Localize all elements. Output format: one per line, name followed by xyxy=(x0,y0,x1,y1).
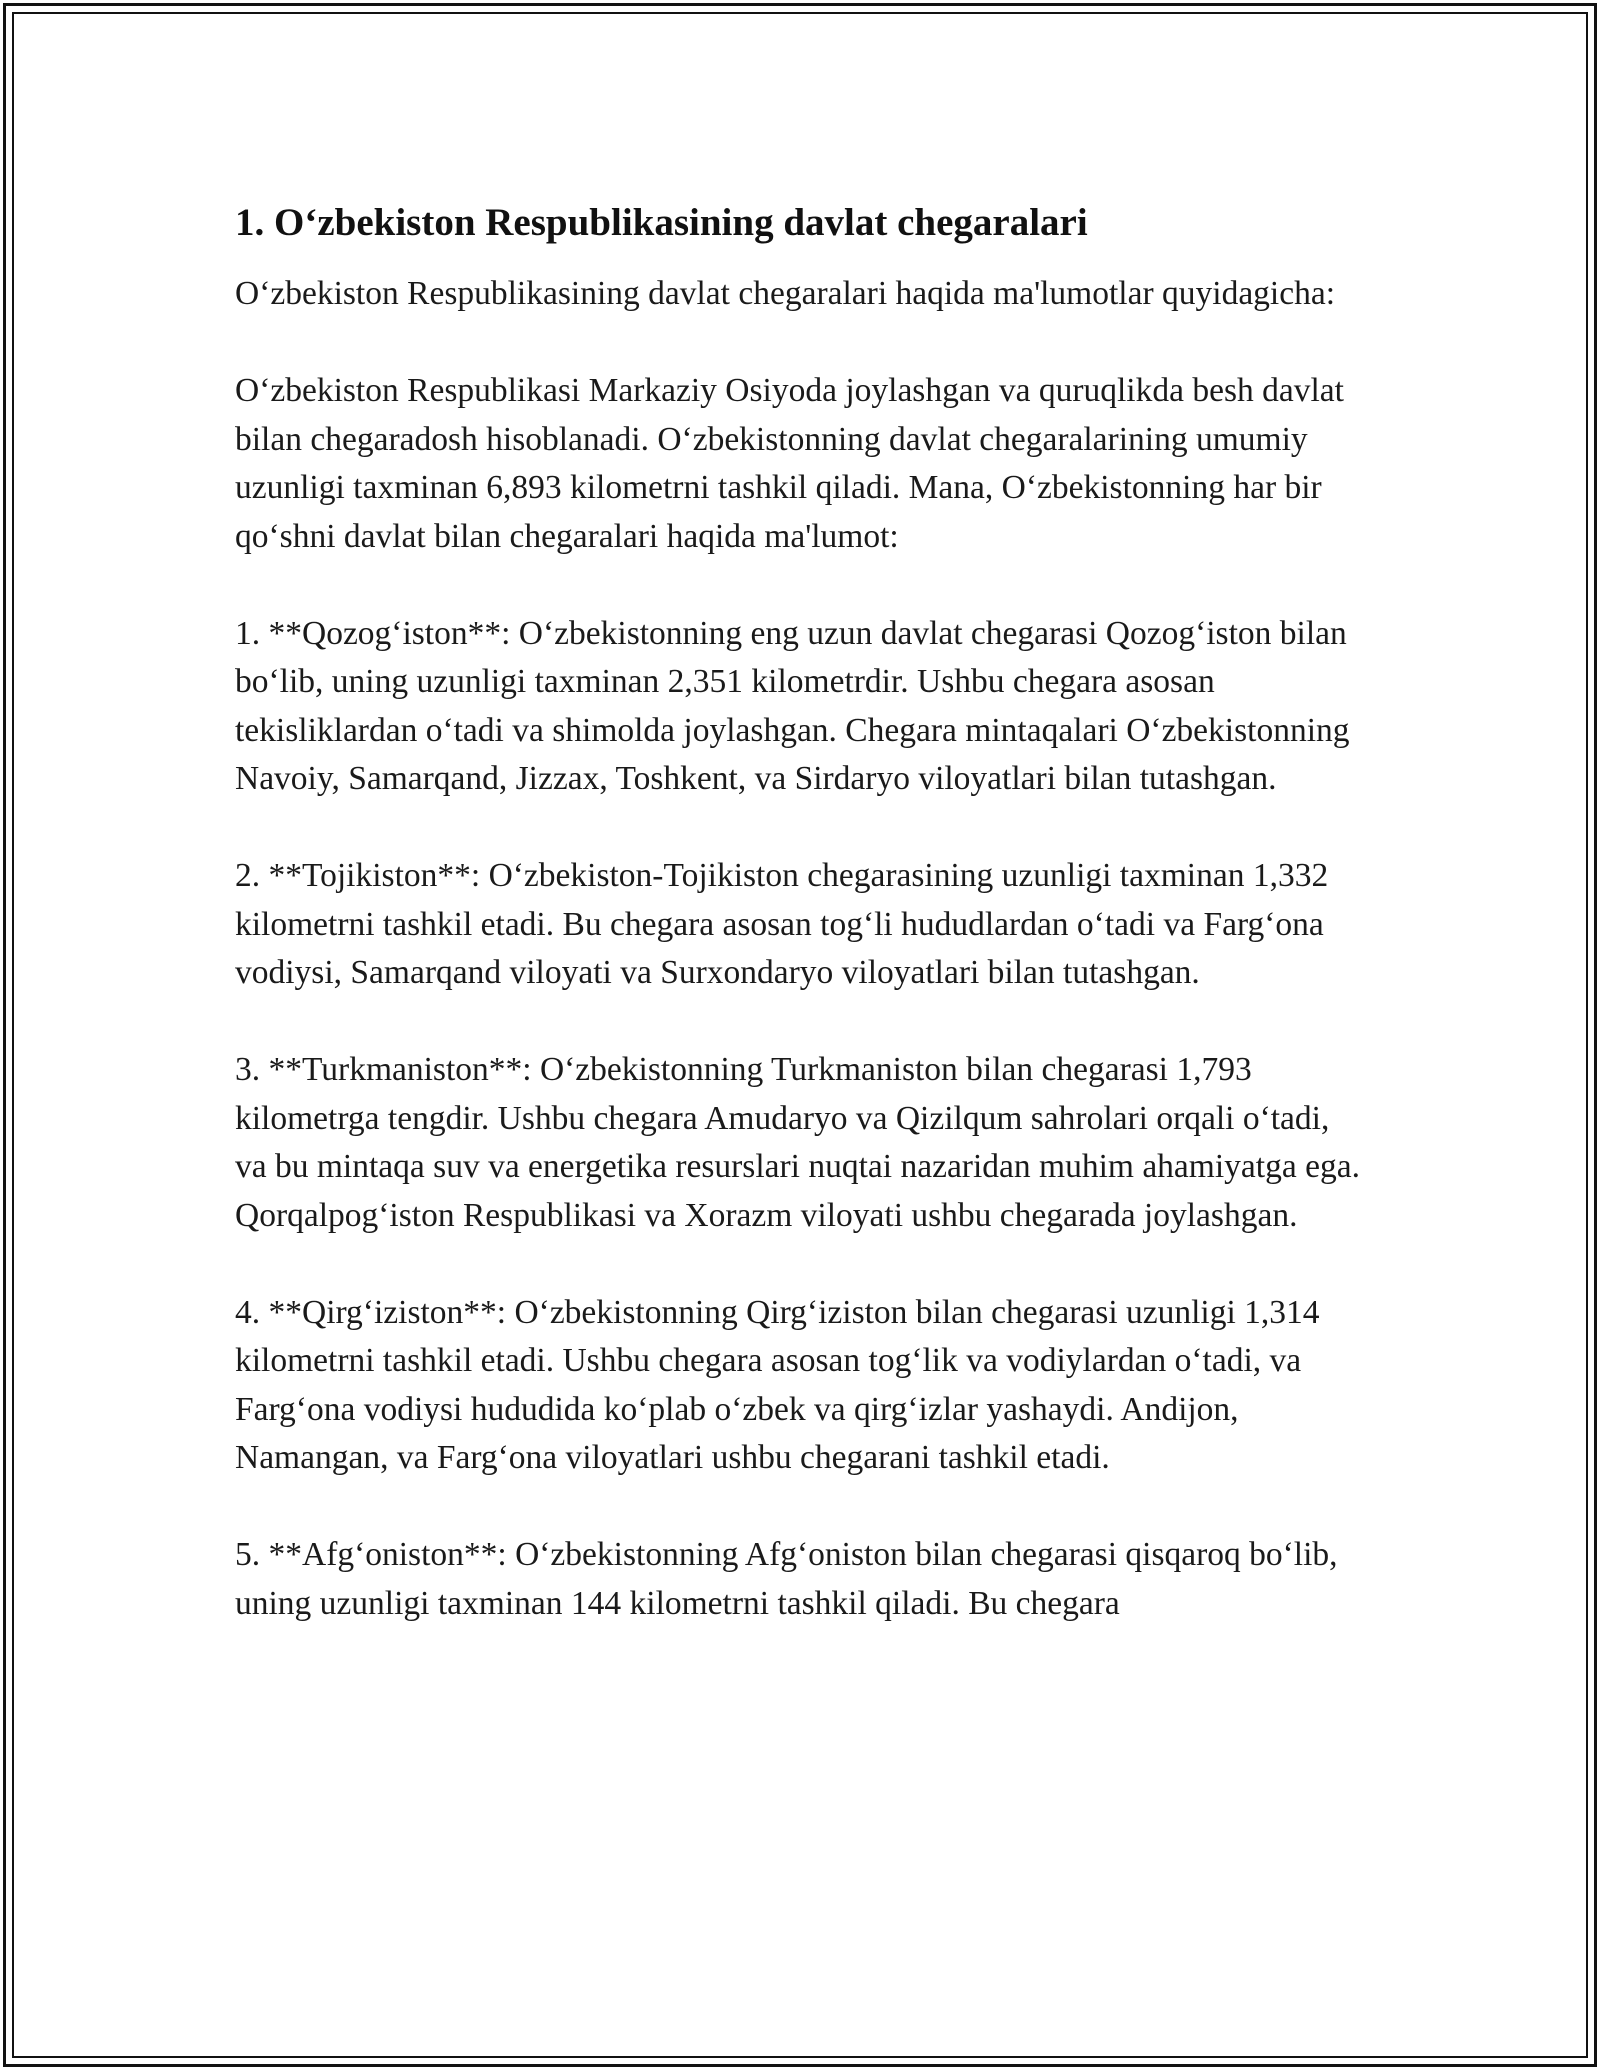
paragraph-afghanistan: 5. **Afg‘oniston**: O‘zbekistonning Afg‘oniston bilan chegarasi qisqaroq bo‘lib, uning uzunligi taxminan 144 kilometrni tashkil qiladi. Bu chegara xyxy=(235,1536,1338,1622)
paragraph-tajikistan: 2. **Tojikiston**: O‘zbekiston-Tojikiston chegarasining uzunligi taxminan 1,332 kilometrni tashkil etadi. Bu chegara asosan tog‘li hududlardan o‘tadi va Farg‘ona vodiysi, Samarqand viloyati va Surxondaryo viloyatlari bilan tutashgan. xyxy=(235,857,1329,991)
paragraph-kazakhstan: 1. **Qozog‘iston**: O‘zbekistonning eng uzun davlat chegarasi Qozog‘iston bilan bo‘lib, uning uzunligi taxminan 2,351 kilometrdir. Ushbu chegara asosan tekisliklardan o‘tadi va shimolda joylashgan. Chegara mintaqalari O‘zbekistonning Navoiy, Samarqand, Jizzax, Toshkent, va Sirdaryo viloyatlari bilan tutashgan. xyxy=(235,614,1350,797)
paragraph-overview: O‘zbekiston Respublikasi Markaziy Osiyoda joylashgan va quruqlikda besh davlat bilan chegaradosh hisoblanadi. O‘zbekistonning davlat chegaralarining umumiy uzunligi taxminan 6,893 kilometrni tashkil qiladi. Mana, O‘zbekistonning har bir qo‘shni davlat bilan chegaralari haqida ma'lumot: xyxy=(235,372,1344,555)
document-body xyxy=(235,180,1365,1677)
paragraph-turkmenistan: 3. **Turkmaniston**: O‘zbekistonning Turkmaniston bilan chegarasi 1,793 kilometrga tengdir. Ushbu chegara Amudaryo va Qizilqum sahrolari orqali o‘tadi, va bu mintaqa suv va energetika resurslari nuqtai nazaridan muhim ahamiyatga ega. Qorqalpog‘iston Respublikasi va Xorazm viloyati ushbu chegarada joylashgan. xyxy=(235,1051,1360,1234)
paragraph-intro: O‘zbekiston Respublikasining davlat chegaralari haqida ma'lumotlar quyidagicha: xyxy=(235,275,1336,312)
paragraph-kyrgyzstan: 4. **Qirg‘iziston**: O‘zbekistonning Qirg‘iziston bilan chegarasi uzunligi 1,314 kilometrni tashkil etadi. Ushbu chegara asosan tog‘lik va vodiylardan o‘tadi, va Farg‘ona vodiysi hududida ko‘plab o‘zbek va qirg‘izlar yashaydi. Andijon, Namangan, va Farg‘ona viloyatlari ushbu chegarani tashkil etadi. xyxy=(235,1293,1320,1476)
section-heading: 1. O‘zbekiston Respublikasining davlat chegaralari xyxy=(235,201,1088,244)
